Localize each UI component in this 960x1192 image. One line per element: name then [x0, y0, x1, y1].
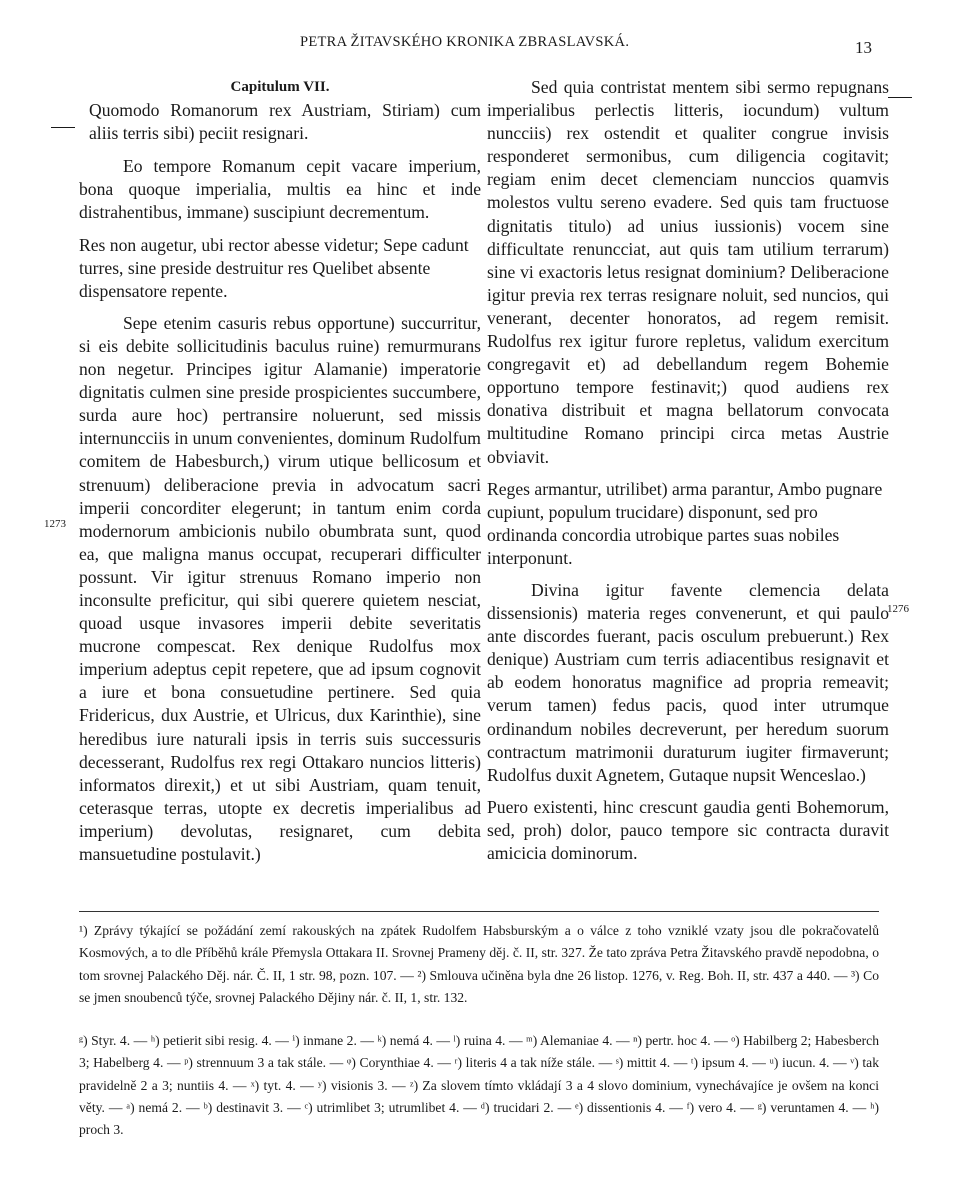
margin-dash-left: [51, 127, 75, 128]
page-number: 13: [855, 38, 872, 57]
textual-footnotes: ᵍ) Styr. 4. — ʰ) petierit sibi resig. 4. — ⁱ) inmane 2. — ᵏ) nemá 4. — ˡ) ruina 4. — ᵐ) Alemaniae 4. — ⁿ) pertr. hoc 4. — ᵒ) Habilberg 2; Habesberch 3; Habelberg 4. — ᵖ) strennuum 3 a tak stále. — ᵠ) Corynthiae 4. — ʳ) literis 4 a tak níže stále. — ˢ) mittit 4. — ᵗ) ipsum 4. — ᵘ) iucun. 4. — ᵛ) tak pravidelně 2 a 3; nuntiis 4. — ˣ) tyt. 4. — ʸ) visionis 3. — ᶻ) Za slovem tímto vkládají 3 a 4 slovo dominium, vynechávajíce je ovšem na konci věty. — ᵃ) nemá 2. — ᵇ) destinavit 3. — ᶜ) utrimlibet 3; utrumlibet 4. — ᵈ) trucidari 2. — ᵉ) dissentionis 4. — ᶠ) vero 4. — ᵍ) veruntamen 4. — ʰ) proch 3.: [79, 1033, 879, 1138]
historical-footnotes: ¹) Zprávy týkající se požádání zemí rakouských na zpátek Rudolfem Habsburským a o válce z toho vzniklé vzaty jsou dle pokračovatelů Kosmových, a to dle Příběhů krále Přemysla Ottakara II. Srovnej Prameny děj. č. II, str. 327. Že tato zpráva Petra Žitavského pravdě nepodobna, o tom srovnej Palackého Děj. nár. Č. II, 1 str. 98, pozn. 107. — ²) Smlouva učiněna byla dne 26 listop. 1276, v. Reg. Boh. II, str. 437 a 440. — ³) Co se jmen snoubenců týče, srovnej Palackého Dějiny nár. č. II, 1, str. 132.: [79, 923, 879, 1005]
left-column: [79, 76, 481, 866]
paragraph: Sepe etenim casuris rebus opportune) succurritur, si eis debite sollicitudinis baculus ruine) remurmurans non negetur. Principes igitur Alamanie) imperatorie dignitatis culmen sine preside prospicientes succumbere, surda aure hoc) pertransire noluerunt, sed missis internuncciis in unum convenientes, dominum Rudolfum comitem de Habesburch,) virum utique bellicosum et strenuum) deliberacione previa in advocatum sacri imperii concorditer elegerunt; in tantum enim corda modernorum ambicionis nubilo obumbrata sunt, quod ea, que maligna manus occupat, recuperari difficulter possunt. Vir igitur strenuus Romano imperio non inconsulte preficitur, qui sibi querere quietem nesciat, quoad usque invasores imperii debite severitatis mucrone compescat. Rex denique Rudolfus mox imperium adeptus cepit repetere, que ad ipsum cognovit a iure et bona consuetudine pertinere. Sed quia Fridericus, dux Austrie, et Ulricus, dux Karinthie), sine heredibus iure naturali ipsis in terris suis successuris decesserant, Rudolfus rex regi Ottakaro nuncios litteris) informatos direxit,) et ut sibi Austriam, quam tenuit, ceterasque terras, utopte ex decretis imperialibus ad imperium) devolutas, resignaret, cum debita mansuetudine postulavit.): [79, 312, 481, 864]
margin-year-1276: 1276: [887, 603, 909, 615]
paragraph: Eo tempore Romanum cepit vacare imperium, bona quoque imperialia, multis ea hinc et inde distrahentibus, immane) suscipiunt decrementum.: [79, 156, 481, 223]
margin-dash-right: [888, 97, 912, 98]
page-header: [0, 32, 960, 56]
footnote-rule: [79, 911, 879, 912]
verse: Reges armantur, utrilibet) arma parantur, Ambo pugnare cupiunt, populum trucidare) disponunt, sed pro ordinanda concordia utrobique partes suas nobiles interponunt.: [487, 478, 883, 568]
paragraph: Sed quia contristat mentem sibi sermo repugnans imperialibus perlectis litteris, iocundum) vultum nuncciis) rex ostendit et qualiter congrue invisis responderet sermonibus, cum diligencia cogitavit; regiam enim decet clemenciam nunccios quamvis molestos vultu sereno evadere. Sed quis tam fructuose dignitatis titulo) ad unius iussionis) vocem sine difficultate renuncciat, aut quis tam utilium terrarum) sine vi exactoris letus resignat dominium? Deliberacione igitur previa rex terras resignare noluit, sed nuncios, qui venerant, decenter honoratos, ad regem remisit. Rudolfus rex igitur furore repletus, validum exercitum congregavit et) ad debellandum regem Bohemie opportuno tempore festinavit;) quod audiens rex donativa distribuit et magna bellatorum convocata multitudine Romano principi circa metas Austrie obviavit.: [487, 77, 889, 467]
paragraph: Divina igitur favente clemencia delata dissensionis) materia reges convenerunt, et qui paulo ante discordes fuerant, pacis osculum prebuerunt.) Rex denique) Austriam cum terris adiacentibus resignavit et ab eodem honoratus magnifice ad propria remeavit; verum tamen) fedus pacis, quod inter utrumque ordinandum nobiles decreverunt, per heredum suorum contractum matrimonii duraturum iugiter firmaverunt; Rudolfus duxit Agnetem, Gutaque nupsit Wenceslao.): [487, 579, 889, 785]
margin-year-1273: 1273: [44, 518, 66, 530]
running-title: PETRA ŽITAVSKÉHO KRONIKA ZBRASLAVSKÁ.: [300, 34, 630, 50]
chapter-subtitle: Quomodo Romanorum rex Austriam, Stiriam) cum aliis terris sibi) peciit resignari.: [89, 100, 481, 144]
right-column: [487, 76, 889, 865]
chapter-title: Capitulum VII.: [230, 79, 330, 95]
verse: Puero existenti, hinc crescunt gaudia genti Bohemorum, sed, proh) dolor, pauco tempore sic contracta duravit amicicia dominorum.: [487, 796, 889, 863]
verse: Res non augetur, ubi rector abesse videtur; Sepe cadunt turres, sine preside destruitur res Quelibet absente dispensatore repente.: [79, 234, 469, 301]
